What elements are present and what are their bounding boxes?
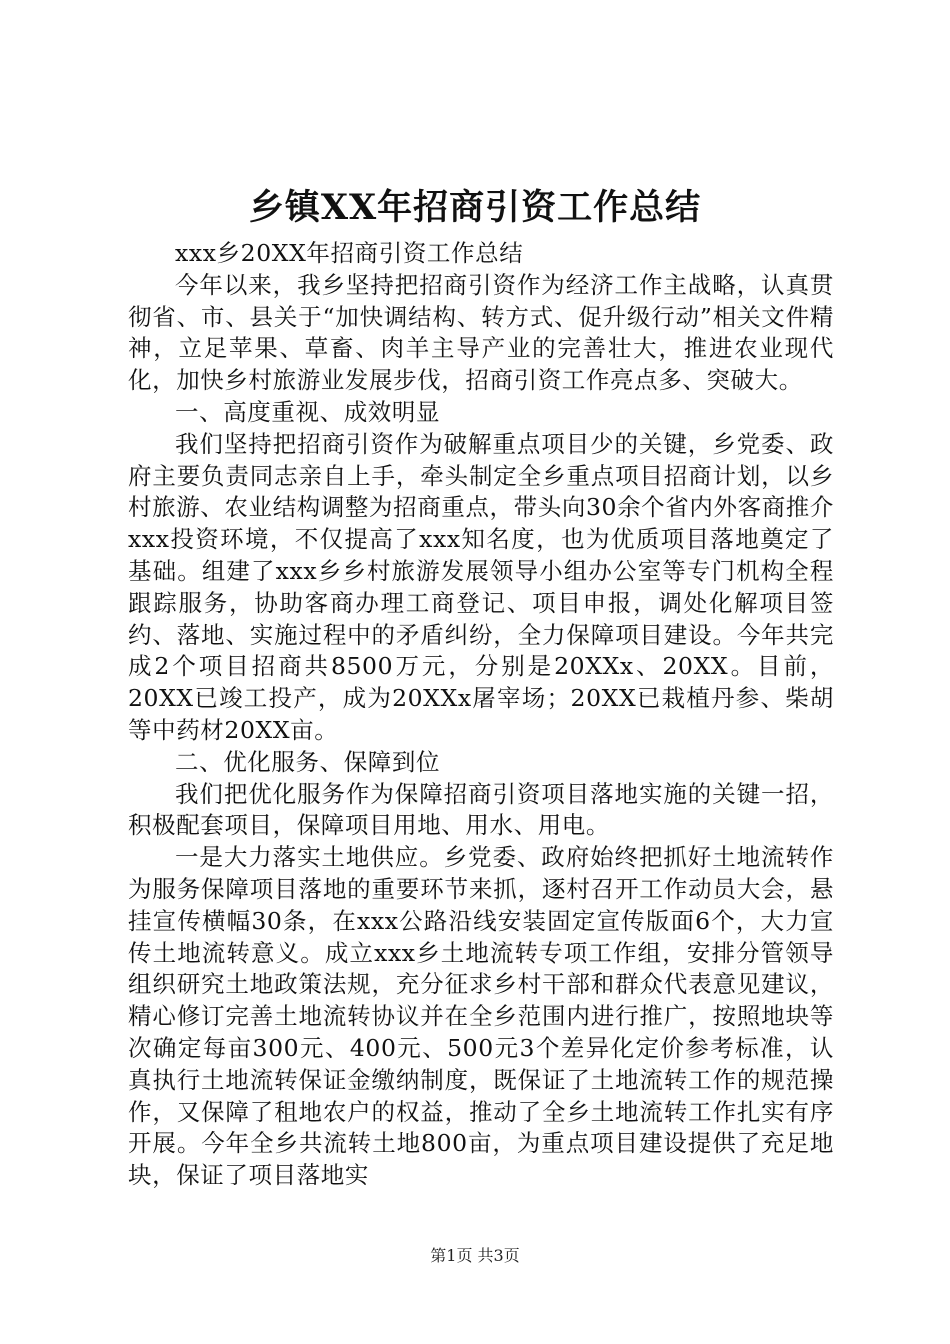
paragraph-section-2: 我们把优化服务作为保障招商引资项目落地实施的关键一招，积极配套项目，保障项目用地、用水、用电。 [128,779,834,840]
paragraph-section-1: 我们坚持把招商引资作为破解重点项目少的关键，乡党委、政府主要负责同志亲自上手，牵头制定全乡重点项目招商计划，以乡村旅游、农业结构调整为招商重点，带头向30余个省内外客商推介xxx投资环境，不仅提高了xxx知名度，也为优质项目落地奠定了基础。组建了xxx乡乡村旅游发展领导小组办公室等专门机构全程跟踪服务，协助客商办理工商登记、项目申报，调处化解项目签约、落地、实施过程中的矛盾纠纷，全力保障项目建设。今年共完成2个项目招商共8500万元，分别是20XXx、20XX。目前，20XX已竣工投产，成为20XXx屠宰场；20XX已栽植丹参、柴胡等中药材20XX亩。 [128,429,834,744]
document-title: 乡镇XX年招商引资工作总结 [248,187,702,228]
section-heading-1: 一、高度重视、成效明显 [175,397,441,426]
paragraph-intro: 今年以来，我乡坚持把招商引资作为经济工作主战略，认真贯彻省、市、县关于“加快调结构、转方式、促升级行动”相关文件精神，立足苹果、草畜、肉羊主导产业的完善壮大，推进农业现代化，加快乡村旅游业发展步伐，招商引资工作亮点多、突破大。 [128,270,834,395]
paragraph-land-supply: 一是大力落实土地供应。乡党委、政府始终把抓好土地流转作为服务保障项目落地的重要环节来抓，逐村召开工作动员大会，悬挂宣传横幅30条，在xxx公路沿线安装固定宣传版面6个，大力宣传土地流转意义。成立xxx乡土地流转专项工作组，安排分管领导组织研究土地政策法规，充分征求乡村干部和群众代表意见建议，精心修订完善土地流转协议并在全乡范围内进行推广，按照地块等次确定每亩300元、400元、500元3个差异化定价参考标准，认真执行土地流转保证金缴纳制度，既保证了土地流转工作的规范操作，又保障了租地农户的权益，推动了全乡土地流转工作扎实有序开展。今年全乡共流转土地800亩，为重点项目建设提供了充足地块，保证了项目落地实 [128,843,834,1190]
page-footer: 第1页 共3页 [430,1246,520,1265]
paragraph-subtitle: xxx乡20XX年招商引资工作总结 [175,239,524,267]
section-heading-2: 二、优化服务、保障到位 [175,747,441,776]
document-body [128,238,834,1192]
